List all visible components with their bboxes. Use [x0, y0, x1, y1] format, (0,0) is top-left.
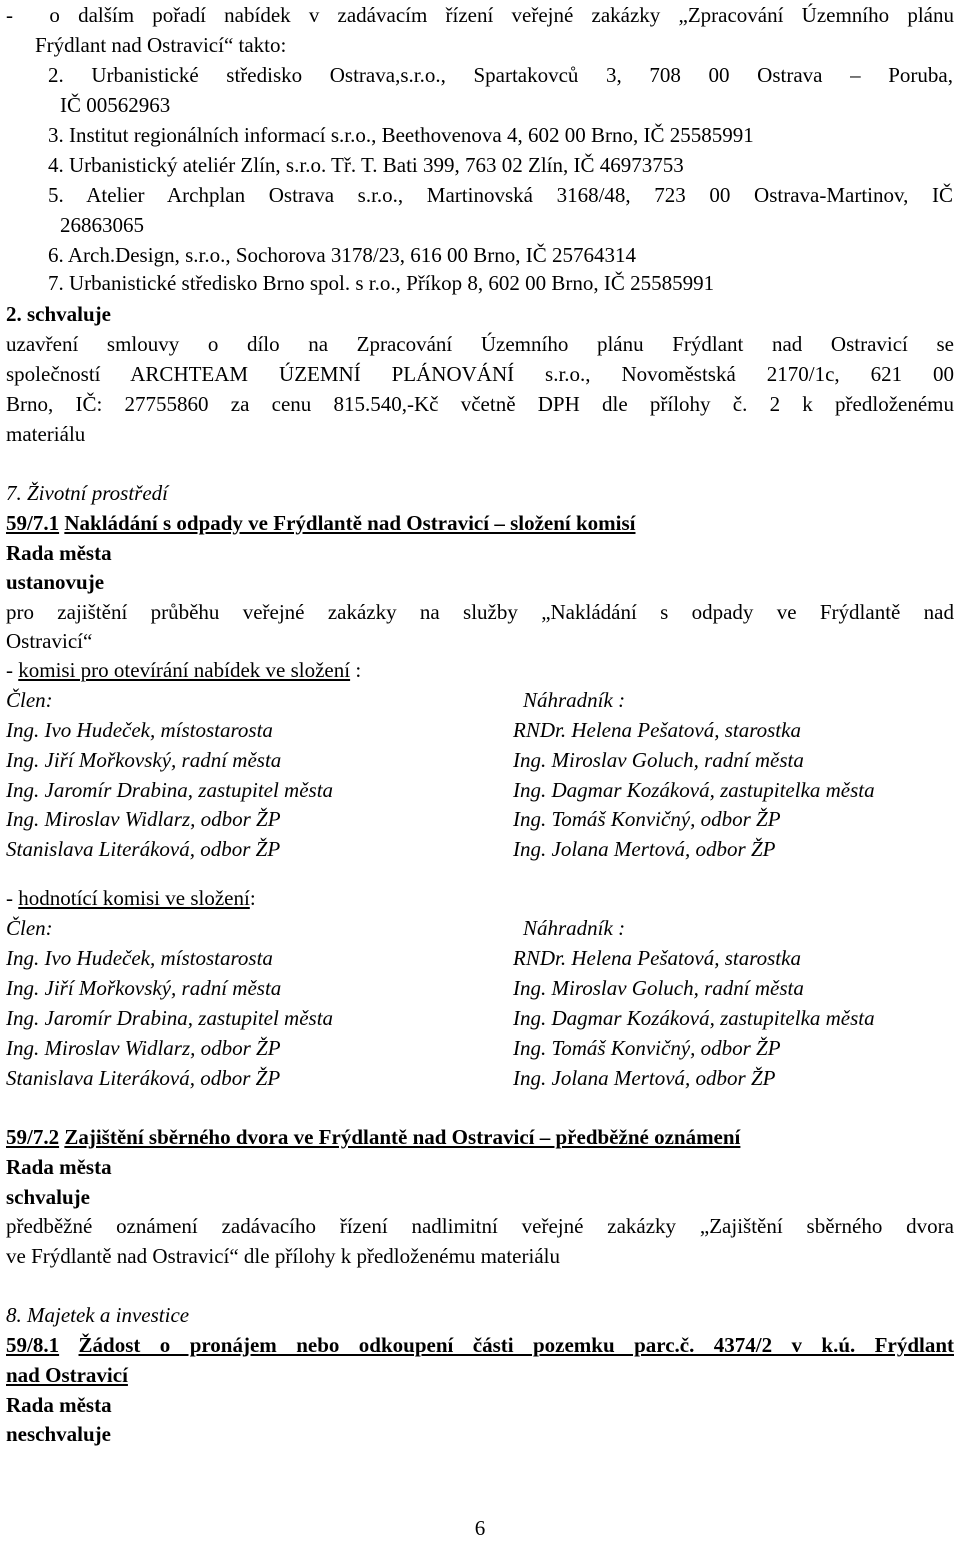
substitute-header: Náhradník : — [523, 688, 626, 712]
text-line: Frýdlant nad Ostravicí“ takto: — [35, 33, 287, 57]
member: Ing. Miroslav Widlarz, odbor ŽP — [6, 807, 281, 831]
item-number: 59/8.1 — [6, 1333, 60, 1357]
member: Stanislava Literáková, odbor ŽP — [6, 1066, 281, 1090]
rada-label: Rada města — [6, 1393, 112, 1417]
section-heading: 7. Životní prostředí — [6, 481, 168, 505]
item-title: Nakládání s odpady ve Frýdlantě nad Ostravicí – složení komisí — [64, 511, 636, 535]
text-line: ve Frýdlantě nad Ostravicí“ dle přílohy k předloženému materiálu — [6, 1244, 560, 1268]
item-title: Žádost o pronájem nebo odkoupení části pozemku parc.č. 4374/2 v k.ú. Frýdlant — [78, 1333, 954, 1357]
item-title-cont: nad Ostravicí — [6, 1363, 128, 1387]
item-number: 59/7.2 — [6, 1125, 60, 1149]
list-item: 7. Urbanistické středisko Brno spol. s r.o., Příkop 8, 602 00 Brno, IČ 25585991 — [48, 271, 715, 295]
member: Ing. Jiří Mořkovský, radní města — [6, 748, 282, 772]
substitute: Ing. Miroslav Goluch, radní města — [513, 748, 804, 772]
text-line: Ostravicí“ — [6, 629, 93, 653]
committee-label: - komisi pro otevírání nabídek ve složení : — [6, 658, 362, 682]
substitute: RNDr. Helena Pešatová, starostka — [513, 718, 801, 742]
item-title: Zajištění sběrného dvora ve Frýdlantě nad Ostravicí – předběžné oznámení — [64, 1125, 741, 1149]
member: Ing. Jaromír Drabina, zastupitel města — [6, 778, 334, 802]
item-heading — [6, 1332, 954, 1358]
substitute: Ing. Jolana Mertová, odbor ŽP — [513, 837, 776, 861]
rada-label: Rada města — [6, 1155, 112, 1179]
page-number: 6 — [474, 1516, 486, 1540]
text-line: uzavření smlouvy o dílo na Zpracování Územního plánu Frýdlant nad Ostravicí se — [6, 332, 954, 356]
member: Ing. Ivo Hudeček, místostarosta — [6, 946, 273, 970]
resolution-verb: ustanovuje — [6, 570, 105, 594]
rada-label: Rada města — [6, 541, 112, 565]
list-item: 3. Institut regionálních informací s.r.o., Beethovenova 4, 602 00 Brno, IČ 25585991 — [48, 123, 754, 147]
member-header: Člen: — [6, 688, 53, 712]
list-item: 5. Atelier Archplan Ostrava s.r.o., Martinovská 3168/48, 723 00 Ostrava-Martinov, IČ — [48, 183, 953, 207]
list-item: 2. Urbanistické středisko Ostrava,s.r.o., Spartakovců 3, 708 00 Ostrava – Poruba, — [48, 63, 953, 87]
item-heading — [6, 510, 954, 536]
substitute: RNDr. Helena Pešatová, starostka — [513, 946, 801, 970]
member: Ing. Ivo Hudeček, místostarosta — [6, 718, 273, 742]
section-heading: 8. Majetek a investice — [6, 1303, 190, 1327]
resolution-heading: 2. schvaluje — [6, 302, 111, 326]
list-item: 26863065 — [60, 213, 144, 237]
list-item: IČ 00562963 — [60, 93, 171, 117]
substitute: Ing. Dagmar Kozáková, zastupitelka města — [513, 778, 875, 802]
list-item: 6. Arch.Design, s.r.o., Sochorova 3178/23, 616 00 Brno, IČ 25764314 — [48, 243, 636, 267]
member: Ing. Jiří Mořkovský, radní města — [6, 976, 282, 1000]
item-number: 59/7.1 — [6, 511, 60, 535]
member-header: Člen: — [6, 916, 53, 940]
substitute: Ing. Tomáš Konvičný, odbor ŽP — [513, 807, 781, 831]
committee-label: - hodnotící komisi ve složení: — [6, 886, 256, 910]
member: Stanislava Literáková, odbor ŽP — [6, 837, 281, 861]
resolution-verb: schvaluje — [6, 1185, 90, 1209]
substitute: Ing. Dagmar Kozáková, zastupitelka města — [513, 1006, 875, 1030]
substitute-header: Náhradník : — [523, 916, 626, 940]
list-item: 4. Urbanistický ateliér Zlín, s.r.o. Tř. T. Bati 399, 763 02 Zlín, IČ 46973753 — [48, 153, 684, 177]
bullet-line: - o dalším pořadí nabídek v zadávacím řízení veřejné zakázky „Zpracování Územního plánu — [6, 3, 954, 27]
text-line: materiálu — [6, 422, 86, 446]
text-line: společností ARCHTEAM ÚZEMNÍ PLÁNOVÁNÍ s.r.o., Novoměstská 2170/1c, 621 00 — [6, 362, 954, 386]
resolution-verb: neschvaluje — [6, 1422, 111, 1446]
member: Ing. Miroslav Widlarz, odbor ŽP — [6, 1036, 281, 1060]
text-line: předběžné oznámení zadávacího řízení nadlimitní veřejné zakázky „Zajištění sběrného dvora — [6, 1214, 954, 1238]
substitute: Ing. Jolana Mertová, odbor ŽP — [513, 1066, 776, 1090]
member: Ing. Jaromír Drabina, zastupitel města — [6, 1006, 334, 1030]
substitute: Ing. Miroslav Goluch, radní města — [513, 976, 804, 1000]
substitute: Ing. Tomáš Konvičný, odbor ŽP — [513, 1036, 781, 1060]
text-line: Brno, IČ: 27755860 za cenu 815.540,-Kč včetně DPH dle přílohy č. 2 k předloženému — [6, 392, 954, 416]
text-line: pro zajištění průběhu veřejné zakázky na služby „Nakládání s odpady ve Frýdlantě nad — [6, 600, 954, 624]
item-heading — [6, 1124, 954, 1150]
